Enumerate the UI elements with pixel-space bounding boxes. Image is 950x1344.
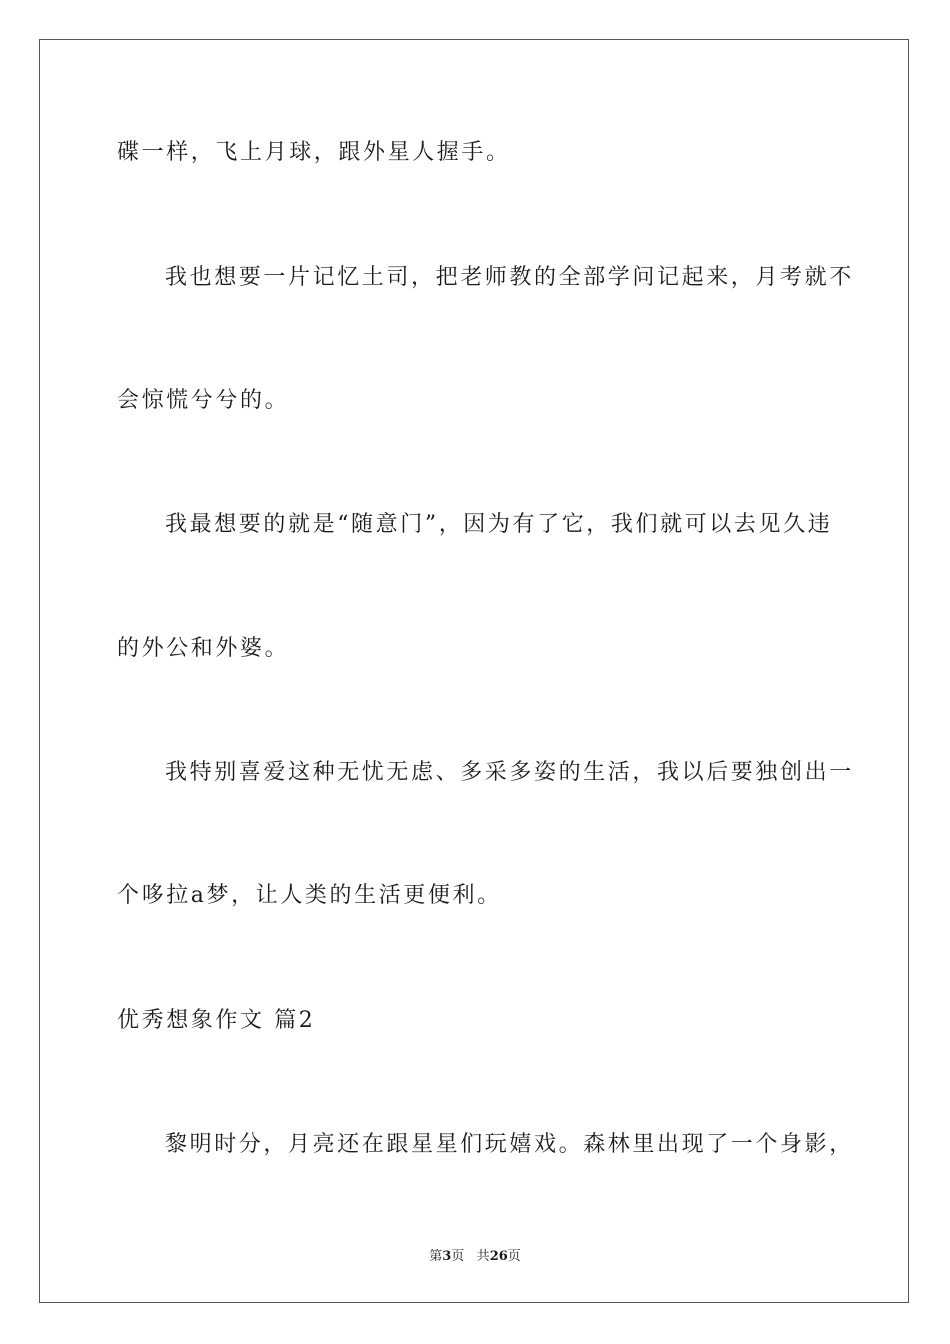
paragraph-line-1: 碟一样，飞上月球，跟外星人握手。 [117,140,511,165]
page-prefix: 第 [429,1249,443,1264]
paragraph-line-4: 我最想要的就是“随意门”，因为有了它，我们就可以去见久违 [165,512,833,537]
page-suffix: 页 [451,1249,465,1264]
total-suffix: 页 [507,1249,521,1264]
total-pages: 26 [489,1249,508,1264]
paragraph-line-2: 我也想要一片记忆土司，把老师教的全部学问记起来，月考就不 [165,265,854,290]
section-heading: 优秀想象作文 篇2 [117,1008,316,1033]
paragraph-line-7: 个哆拉a梦，让人类的生活更便利。 [117,883,502,908]
paragraph-line-6: 我特别喜爱这种无忧无虑、多采多姿的生活，我以后要独创出一 [165,760,854,785]
paragraph-line-5: 的外公和外婆。 [117,636,290,661]
paragraph-line-8: 黎明时分，月亮还在跟星星们玩嬉戏。森林里出现了一个身影， [165,1132,854,1157]
page-number: 3 [442,1249,452,1264]
page-footer [0,1248,950,1266]
paragraph-line-3: 会惊慌兮兮的。 [117,388,290,413]
total-prefix: 共 [476,1249,490,1264]
page-border [39,39,909,1303]
